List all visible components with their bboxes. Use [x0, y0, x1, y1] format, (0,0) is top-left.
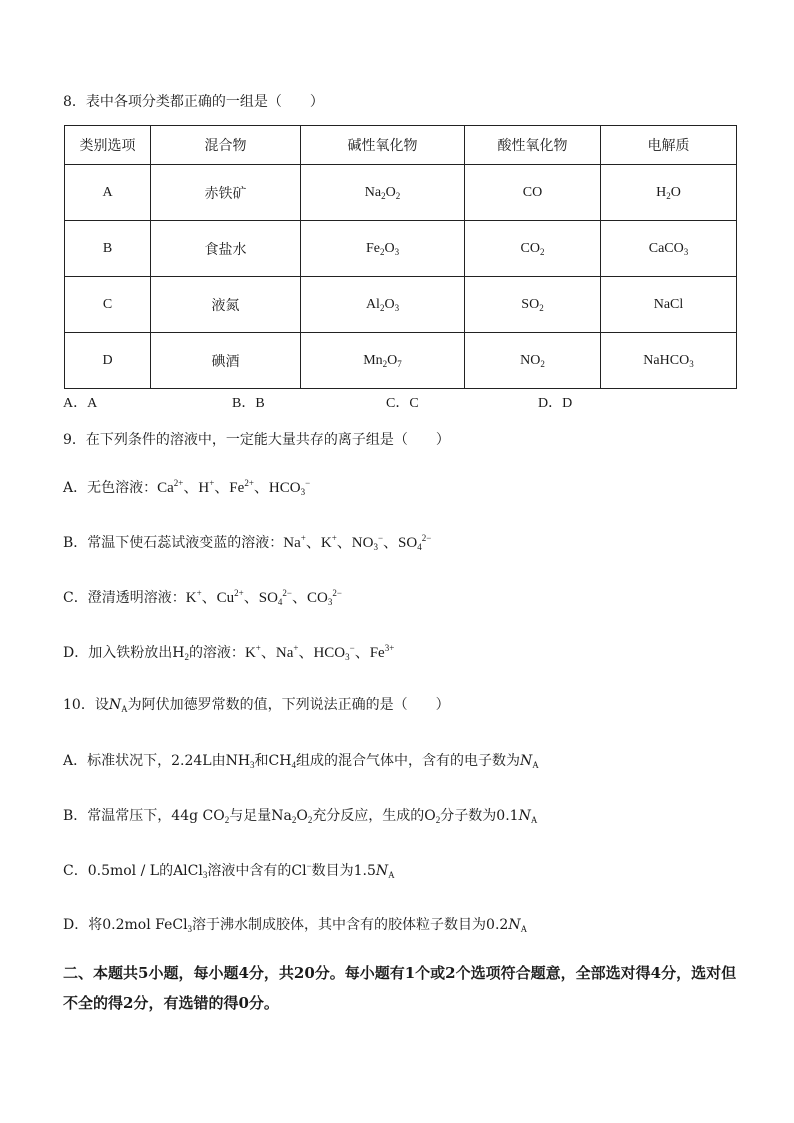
- table-cell-mixture: 液氮: [151, 277, 301, 333]
- table-cell-mixture: 碘酒: [151, 333, 301, 389]
- table-header-cell: 类别选项: [65, 126, 151, 165]
- question-9-option-c[interactable]: [63, 586, 342, 607]
- table-cell-mixture: 食盐水: [151, 221, 301, 277]
- option-label: B．常温下使石蕊试液变蓝的溶液：: [63, 535, 284, 551]
- question-10-option-d[interactable]: D．将0.2mol FeCl$_3$溶于沸水制成胶体，其中含有的胶体粒子数目为$0.2N_A$: [63, 917, 528, 934]
- table-cell-electrolyte: NaCl: [601, 277, 737, 333]
- table-cell-option: C: [65, 277, 151, 333]
- table-cell-acidic-oxide: $NO_2$: [465, 333, 601, 389]
- table-row: [65, 277, 737, 333]
- question-10-option-b[interactable]: B．常温常压下，44g $CO_2$与足量$Na_2O_2$充分反应，生成的$O_2$分子数为$0.1N_A$: [63, 808, 538, 825]
- table-cell-option: A: [65, 165, 151, 221]
- question-9-option-d[interactable]: [63, 641, 394, 662]
- ion-list: K+、Na+、$HCO_3^-$、$Fe^{3+}$: [244, 643, 395, 662]
- ion-list: $Ca^{2+}$、H+、$Fe^{2+}$、$HCO_3^-$: [157, 478, 311, 497]
- question-10-option-c[interactable]: C．0.5mol / L的AlCl$_3$溶液中含有的Cl−数目为$1.5N_A$: [63, 861, 395, 880]
- choice-d[interactable]: D．D: [538, 396, 573, 411]
- classification-table: [64, 125, 737, 389]
- table-cell-electrolyte: NaHCO$_3$: [601, 333, 737, 389]
- table-cell-acidic-oxide: CO: [465, 165, 601, 221]
- option-label: D．加入铁粉放出$H_2$的溶液：: [63, 645, 245, 662]
- choice-a[interactable]: A．A: [63, 396, 98, 411]
- section-2-instructions: 二、本题共5小题，每小题4分，共20分。每小题有1个或2个选项符合题意，全部选对得4分，选对但不全的得2分，有选错的得0分。: [63, 964, 737, 1012]
- table-header-cell: 酸性氧化物: [465, 126, 601, 165]
- table-cell-option: D: [65, 333, 151, 389]
- ion-list: Na+、K+、$NO_3^-$、$SO_4^{2-}$: [283, 533, 432, 552]
- option-label: A．无色溶液：: [63, 480, 158, 496]
- table-cell-electrolyte: $H_2O$: [601, 165, 737, 221]
- table-header-row: [65, 126, 737, 165]
- question-8-choices: [63, 392, 743, 410]
- table-cell-mixture: 赤铁矿: [151, 165, 301, 221]
- table-row: [65, 221, 737, 277]
- table-row: [65, 165, 737, 221]
- choice-b[interactable]: B．B: [232, 396, 265, 411]
- question-10-stem: 10．设$N_A$为阿伏加德罗常数的值，下列说法正确的是（ ）: [63, 697, 450, 714]
- table-cell-basic-oxide: $Na_2O_2$: [301, 165, 465, 221]
- table-cell-acidic-oxide: $CO_2$: [465, 221, 601, 277]
- table-header-cell: 电解质: [601, 126, 737, 165]
- ion-list: K+、$Cu^{2+}$、$SO_4^{2-}$、$CO_3^{2-}$: [185, 588, 342, 607]
- question-8-stem: 8．表中各项分类都正确的一组是（ ）: [63, 94, 324, 110]
- table-cell-electrolyte: CaCO$_3$: [601, 221, 737, 277]
- table-cell-basic-oxide: $Al_2O_3$: [301, 277, 465, 333]
- question-9-option-b[interactable]: [63, 531, 431, 552]
- table-cell-basic-oxide: $Mn_2O_7$: [301, 333, 465, 389]
- question-9-option-a[interactable]: [63, 476, 310, 497]
- table-header-cell: 混合物: [151, 126, 301, 165]
- question-9-stem: 9．在下列条件的溶液中，一定能大量共存的离子组是（ ）: [63, 432, 450, 448]
- option-label: C．澄清透明溶液：: [63, 590, 186, 606]
- table-header-cell: 碱性氧化物: [301, 126, 465, 165]
- table-cell-basic-oxide: $Fe_2O_3$: [301, 221, 465, 277]
- table-cell-acidic-oxide: $SO_2$: [465, 277, 601, 333]
- choice-c[interactable]: C．C: [386, 396, 419, 411]
- table-row: [65, 333, 737, 389]
- table-cell-option: B: [65, 221, 151, 277]
- question-10-option-a[interactable]: A．标准状况下，2.24L由$NH_3$和$CH_4$组成的混合气体中，含有的电子数为$N_A$: [63, 753, 539, 770]
